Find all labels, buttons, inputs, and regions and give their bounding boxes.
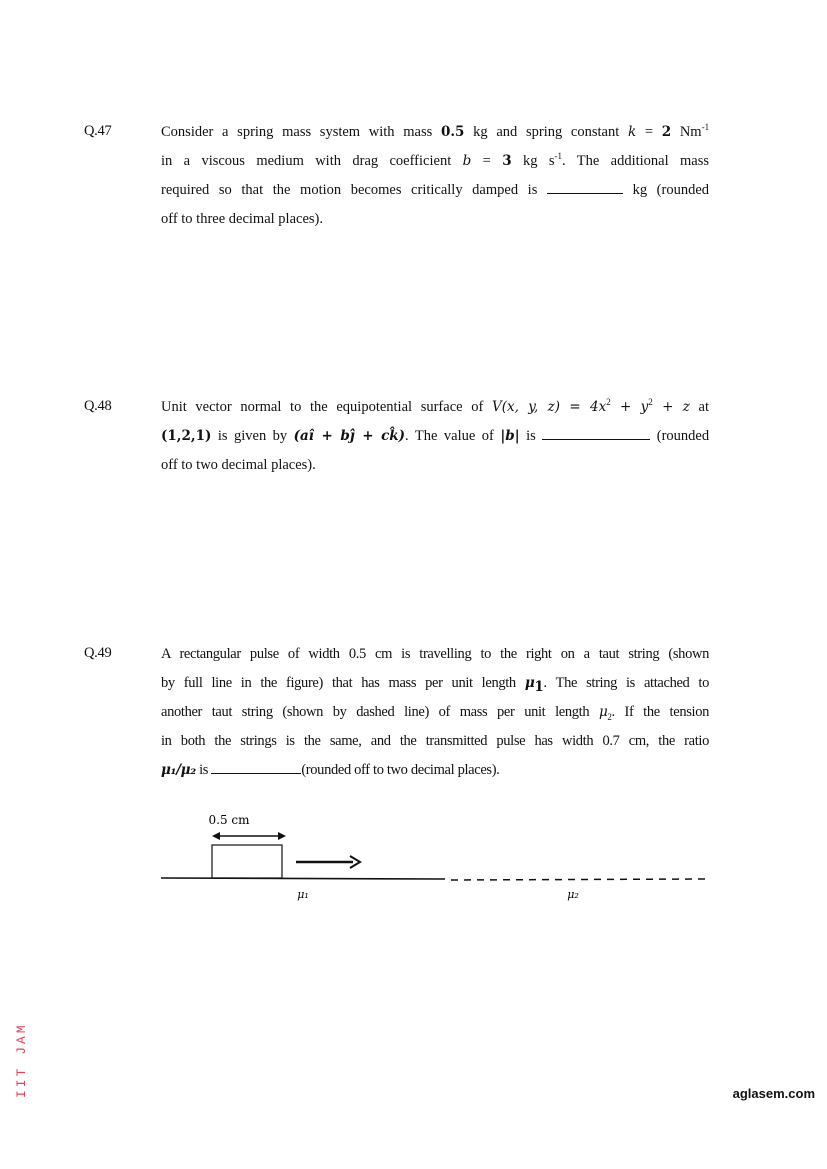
site-link[interactable]: aglasem.com xyxy=(732,1086,815,1101)
q49-line-3b: . If the tension xyxy=(611,704,709,720)
dashed-string xyxy=(451,879,705,880)
q48-abs-b: |b| xyxy=(500,428,520,444)
q49-mu2-subscript: 2 xyxy=(607,711,612,722)
q48-vector: (aî + bĵ + ck̂) xyxy=(293,428,406,444)
question-number-49: Q.49 xyxy=(84,645,112,661)
q49-line-5a: is xyxy=(199,762,209,778)
q47-text-1: Consider a spring mass system with mass xyxy=(161,124,433,140)
q48-exponent-2: 2 xyxy=(648,397,653,408)
q49-answer-blank[interactable] xyxy=(211,759,301,774)
q47-text-7: off to three decimal places). xyxy=(161,211,323,227)
width-arrow xyxy=(212,832,286,840)
q47-text-6: kg (rounded xyxy=(632,182,710,198)
q47-b-unit: kg s xyxy=(522,153,555,169)
q49-line-5b: (rounded off to two decimal places). xyxy=(301,762,500,778)
mu1-label: μ₁ xyxy=(297,888,309,901)
q47-text-5: required so that the motion becomes critically damped is xyxy=(161,182,538,198)
q48-potential-expression-2: + y xyxy=(610,399,649,415)
q49-line-2a: by full line in the figure) that has mass per unit length xyxy=(161,675,516,691)
q47-k-exponent: -1 xyxy=(701,122,710,133)
q47-k-unit: Nm xyxy=(679,124,702,140)
q49-line-4: in both the strings is the same, and the transmitted pulse has width 0.7 cm, the ratio xyxy=(161,733,709,749)
q49-line-3a: another taut string (shown by dashed line) of mass per unit length xyxy=(161,704,590,720)
q48-point: (1,2,1) xyxy=(161,428,212,444)
direction-arrow xyxy=(296,856,360,868)
q47-b-value: 3 xyxy=(502,153,512,169)
q48-text-5: is xyxy=(526,428,536,444)
q47-text-2: kg and spring constant xyxy=(473,124,620,140)
question-48-text xyxy=(161,393,709,480)
q49-mu1-subscript: 1 xyxy=(534,678,544,695)
q47-b-symbol: b xyxy=(462,153,472,169)
q48-exponent-1: 2 xyxy=(606,397,611,408)
q49-mu1-symbol: μ xyxy=(524,675,535,691)
q49-mu2-symbol: μ xyxy=(598,704,608,720)
q48-text-1: Unit vector normal to the equipotential surface of xyxy=(161,399,484,415)
q47-mass-value: 0.5 xyxy=(440,124,465,140)
q47-b-exponent: -1 xyxy=(554,151,562,162)
solid-string xyxy=(161,878,445,879)
q48-text-6: (rounded xyxy=(656,428,710,444)
question-47-text xyxy=(161,118,709,234)
question-number-48: Q.48 xyxy=(84,398,112,414)
q47-text-4: . The additional mass xyxy=(562,153,710,169)
q48-text-7: off to two decimal places). xyxy=(161,457,316,473)
q48-potential-expression-3: + z xyxy=(652,399,690,415)
q47-answer-blank[interactable] xyxy=(547,179,623,194)
q48-text-3: is given by xyxy=(217,428,288,444)
q47-equals: = xyxy=(644,124,654,140)
string-pulse-figure xyxy=(155,808,715,908)
q49-ratio: μ₁/μ₂ xyxy=(161,762,196,778)
pulse-width-label: 0.5 cm xyxy=(208,813,250,827)
q47-k-value: 2 xyxy=(661,124,672,140)
q49-line-1: A rectangular pulse of width 0.5 cm is travelling to the right on a taut string (shown xyxy=(161,646,709,662)
q47-equals-2: = xyxy=(482,153,491,169)
q47-k-symbol: k xyxy=(627,124,637,140)
q48-text-2: at xyxy=(698,399,709,415)
iit-jam-watermark: IIT JAM xyxy=(14,1022,29,1098)
mu2-label: μ₂ xyxy=(567,888,579,901)
q48-answer-blank[interactable] xyxy=(542,425,650,440)
question-number-47: Q.47 xyxy=(84,123,112,139)
q48-potential-expression: V(x, y, z) = 4x xyxy=(491,399,607,415)
rectangular-pulse xyxy=(212,845,282,878)
question-49-text xyxy=(161,640,709,785)
q47-text-3: in a viscous medium with drag coefficient xyxy=(161,153,452,169)
q49-line-2b: . The string is attached to xyxy=(543,675,710,691)
q48-text-4: . The value of xyxy=(405,428,494,444)
